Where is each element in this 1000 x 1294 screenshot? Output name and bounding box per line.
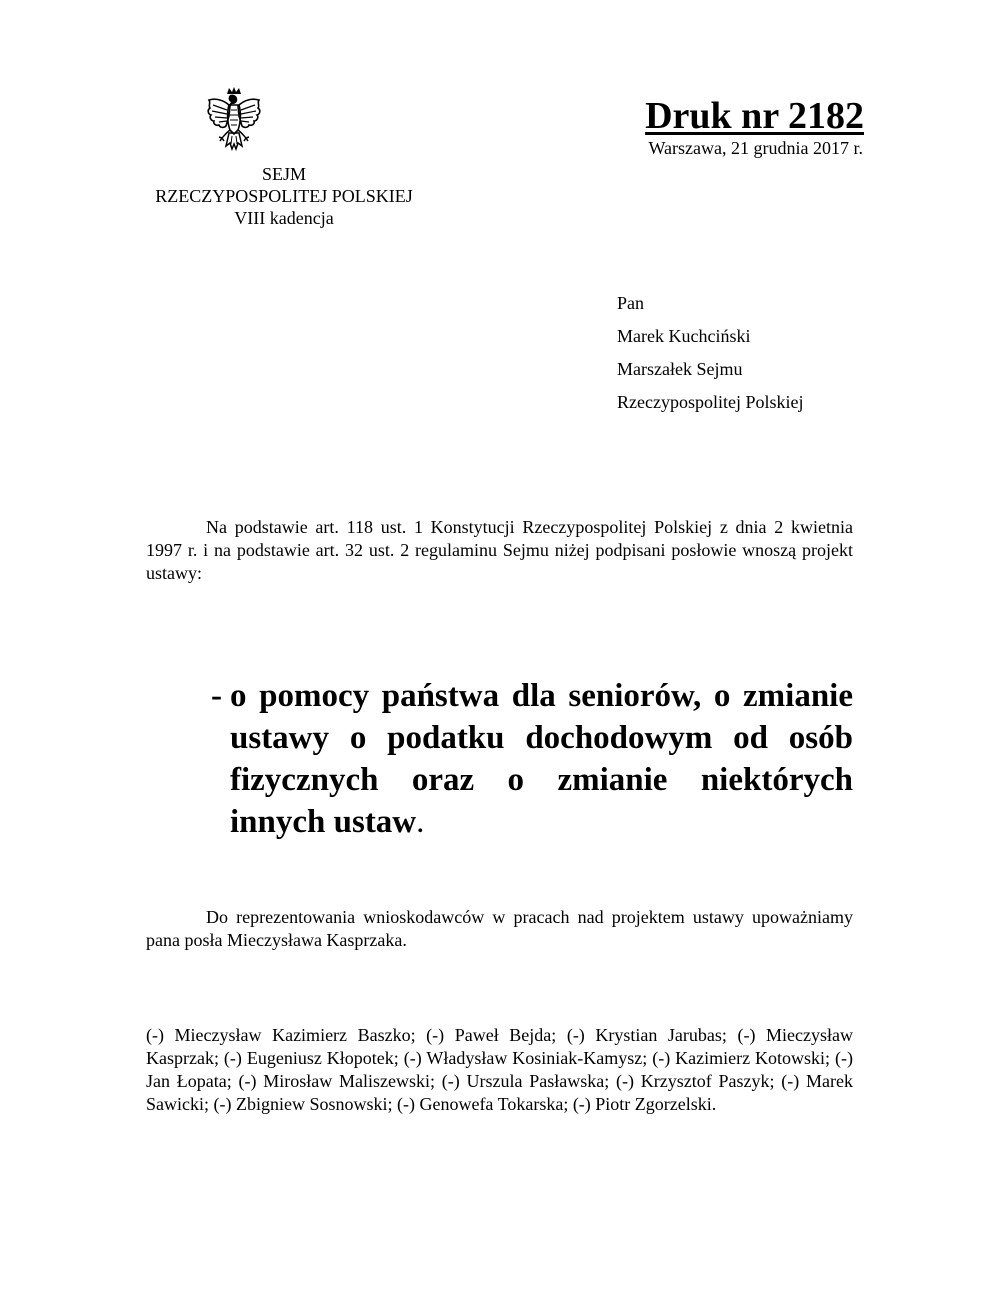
addressee-line: Marek Kuchciński xyxy=(617,326,751,346)
representation-paragraph xyxy=(146,906,853,952)
sender-block xyxy=(100,163,468,229)
signatories-list: (-) Mieczysław Kazimierz Baszko; (-) Paweł Bejda; (-) Krystian Jarubas; (-) Mieczysław Kasprzak; (-) Eugeniusz Kłopotek; (-) Władysław Kosiniak-Kamysz; (-) Kazimierz Kotowski; (-) Jan Łopata; (-) Mirosław Maliszewski; (-) Urszula Pasławska; (-) Krzysztof Paszyk; (-) Marek Sawicki; (-) Zbigniew Sosnowski; (-) Genowefa Tokarska; (-) Piotr Zgorzelski. xyxy=(146,1025,853,1114)
sender-line: VIII kadencja xyxy=(234,208,334,228)
addressee-line: Rzeczypospolitej Polskiej xyxy=(617,392,804,412)
intro-paragraph xyxy=(146,516,853,585)
sender-line: SEJM xyxy=(261,164,306,184)
bill-title-text: o pomocy państwa dla seniorów, o zmianie ustawy o podatku dochodowym od osób fizycznych oraz o zmianie niektórych innych ustaw xyxy=(230,678,853,840)
document-date: Warszawa, 21 grudnia 2017 r. xyxy=(648,138,863,158)
bill-title xyxy=(211,675,853,843)
bill-dash: - xyxy=(211,678,222,714)
bill-title-period: . xyxy=(416,804,425,840)
sender-line: RZECZYPOSPOLITEJ POLSKIEJ xyxy=(155,186,413,206)
representation-text: Do reprezentowania wnioskodawców w pracach nad projektem ustawy upoważniamy pana posła Mieczysława Kasprzaka. xyxy=(146,907,853,950)
addressee-line: Pan xyxy=(617,293,644,313)
document-number-title: Druk nr 2182 xyxy=(645,95,864,137)
addressee-line: Marszałek Sejmu xyxy=(617,359,743,379)
intro-text: Na podstawie art. 118 ust. 1 Konstytucji Rzeczypospolitej Polskiej z dnia 2 kwietnia 1997 r. i na podstawie art. 32 ust. 2 regulaminu Sejmu niżej podpisani posłowie wnoszą projekt ustawy: xyxy=(146,517,853,583)
bill-title-text-wrap xyxy=(230,675,853,843)
addressee-block xyxy=(617,287,803,419)
polish-eagle-emblem-icon xyxy=(202,86,266,154)
